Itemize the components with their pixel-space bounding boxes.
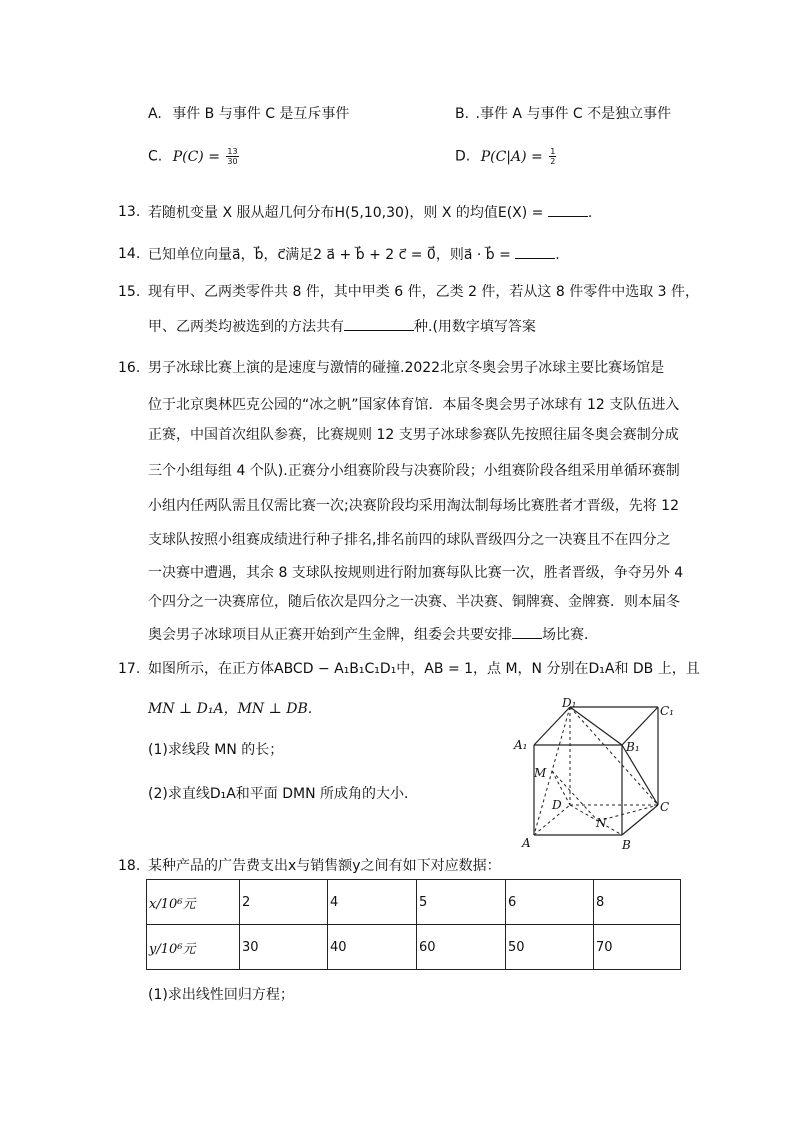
q18-part-1: (1)求出线性回归方程； (148, 987, 294, 1003)
option-c-expr: P(C) = (172, 148, 220, 165)
label-B1: B₁ (626, 740, 640, 754)
option-d-expr: P(C|A) = (480, 148, 543, 165)
option-c-denominator: 30 (227, 157, 238, 166)
option-d-label: D. (455, 148, 471, 165)
table-cell: 50 (506, 925, 594, 970)
label-C: C (660, 800, 670, 814)
label-A: A (522, 836, 531, 850)
q12-option-c (148, 147, 239, 166)
q15-line-2 (148, 316, 536, 337)
q17-number: 17. (118, 661, 141, 677)
table-cell: 6 (506, 880, 594, 925)
option-b-label: B. (455, 106, 470, 122)
table-row (147, 925, 681, 970)
label-D1: D₁ (562, 697, 577, 710)
q14-number: 14. (118, 246, 141, 262)
q16-line-1: 男子冰球比赛上演的是速度与激情的碰撞.2022北京冬奥会男子冰球主要比赛场馆是 (148, 360, 665, 376)
q12-option-d (455, 147, 556, 166)
q18-data-table (146, 879, 681, 970)
q15-answer-blank[interactable] (344, 316, 414, 331)
q17-line-2: MN ⊥ D₁A，MN ⊥ DB. (148, 701, 313, 717)
table-cell: 60 (417, 925, 506, 970)
q15-line-2-after: 种.(用数字填写答案 (414, 319, 536, 335)
table-cell: 2 (240, 880, 328, 925)
q16-number: 16. (118, 360, 141, 376)
q14-text-after: . (555, 247, 560, 263)
q15-line-1: 现有甲、乙两类零件共 8 件，其中甲类 6 件，乙类 2 件，若从这 8 件零件中选取 3 件， (148, 284, 700, 300)
segment-D1-B1 (570, 707, 622, 745)
q13-text-before: 若随机变量 X 服从超几何分布H(5,10,30)，则 X 的均值E(X) = (148, 205, 548, 221)
q13-text-after: . (587, 205, 593, 221)
table-cell: 30 (240, 925, 328, 970)
option-c-label: C. (148, 148, 163, 165)
q16-line-5: 小组内任两队需且仅需比赛一次;决赛阶段均采用淘汰制每场比赛胜者才晋级，先将 12 (148, 498, 679, 514)
q16-line-4: 三个小组每组 4 个队).正赛分小组赛阶段与决赛阶段；小组赛阶段各组采用单循环赛制 (148, 463, 680, 479)
q14-text-before: 已知单位向量a⃗，b⃗，c⃗满足2 a⃗ + b⃗ + 2 c⃗ = 0⃗，则a⃗ · b⃗ = (148, 247, 516, 263)
label-A1: A₁ (514, 738, 528, 752)
q18-number: 18. (118, 858, 141, 874)
table-cell: 4 (328, 880, 417, 925)
q18-line-1: 某种产品的广告费支出x与销售额y之间有如下对应数据： (148, 858, 501, 874)
q17-part-2: (2)求直线D₁A和平面 DMN 所成角的大小． (148, 786, 419, 802)
label-B: B (622, 838, 631, 852)
q16-line-2: 位于北京奥林匹克公园的“冰之帆”国家体育馆．本届冬奥会男子冰球有 12 支队伍进入 (148, 397, 680, 413)
option-d-numerator: 1 (550, 147, 556, 156)
table-row (147, 880, 681, 925)
q12-option-a (148, 103, 349, 123)
table-header-y: y/10⁶元 (147, 925, 240, 970)
q17-line-1: 如图所示，在正方体ABCD − A₁B₁C₁D₁中，AB = 1，点 M，N 分别在D₁A和 DB 上，且 (148, 661, 700, 677)
option-a-text: 事件 B 与事件 C 是互斥事件 (172, 106, 350, 122)
segment-B1-C (622, 745, 658, 805)
q16-last-before: 奥会男子冰球项目从正赛开始到产生金牌，组委会共要安排 (148, 627, 512, 643)
q16-line-8: 个四分之一决赛席位，随后依次是四分之一决赛、半决赛、铜牌赛、金牌赛．则本届冬 (148, 594, 680, 610)
q16-answer-blank[interactable] (512, 624, 542, 639)
label-N: N (596, 816, 607, 830)
q16-last-after: 场比赛． (542, 627, 598, 643)
q14-answer-blank[interactable] (515, 244, 555, 259)
table-cell: 5 (417, 880, 506, 925)
option-b-text: .事件 A 与事件 C 不是独立事件 (475, 106, 672, 122)
label-D: D (552, 798, 562, 812)
q16-line-6: 支球队按照小组赛成绩进行种子排名,排名前四的球队晋级四分之一决赛且不在四分之 (148, 532, 671, 548)
q14-text (148, 244, 560, 265)
label-M: M (534, 766, 547, 780)
q12-option-b (455, 103, 671, 123)
table-header-x: x/10⁶元 (147, 880, 240, 925)
q13-answer-blank[interactable] (548, 202, 588, 217)
option-a-label: A. (148, 106, 162, 122)
option-d-denominator: 2 (550, 157, 556, 166)
label-C1: C₁ (660, 704, 674, 718)
cube-figure (512, 697, 682, 852)
q15-line-2-before: 甲、乙两类均被选到的方法共有 (148, 319, 344, 335)
table-cell: 70 (594, 925, 681, 970)
table-cell: 8 (594, 880, 681, 925)
q13-number: 13. (118, 204, 141, 220)
table-cell: 40 (328, 925, 417, 970)
q16-line-3: 正赛，中国首次组队参赛，比赛规则 12 支男子冰球参赛队先按照往届冬奥会赛制分成 (148, 427, 679, 443)
option-c-numerator: 13 (227, 147, 238, 156)
q16-line-7: 一决赛中遭遇，其余 8 支球队按规则进行附加赛每队比赛一次，胜者晋级，争夺另外 4 (148, 565, 684, 581)
q17-part-1: (1)求线段 MN 的长； (148, 742, 284, 758)
segment-M-N (552, 771, 598, 821)
q15-number: 15. (118, 284, 141, 300)
q13-text (148, 202, 592, 223)
option-d-fraction (549, 147, 556, 166)
option-c-fraction (226, 147, 238, 166)
q16-line-9 (148, 624, 598, 645)
